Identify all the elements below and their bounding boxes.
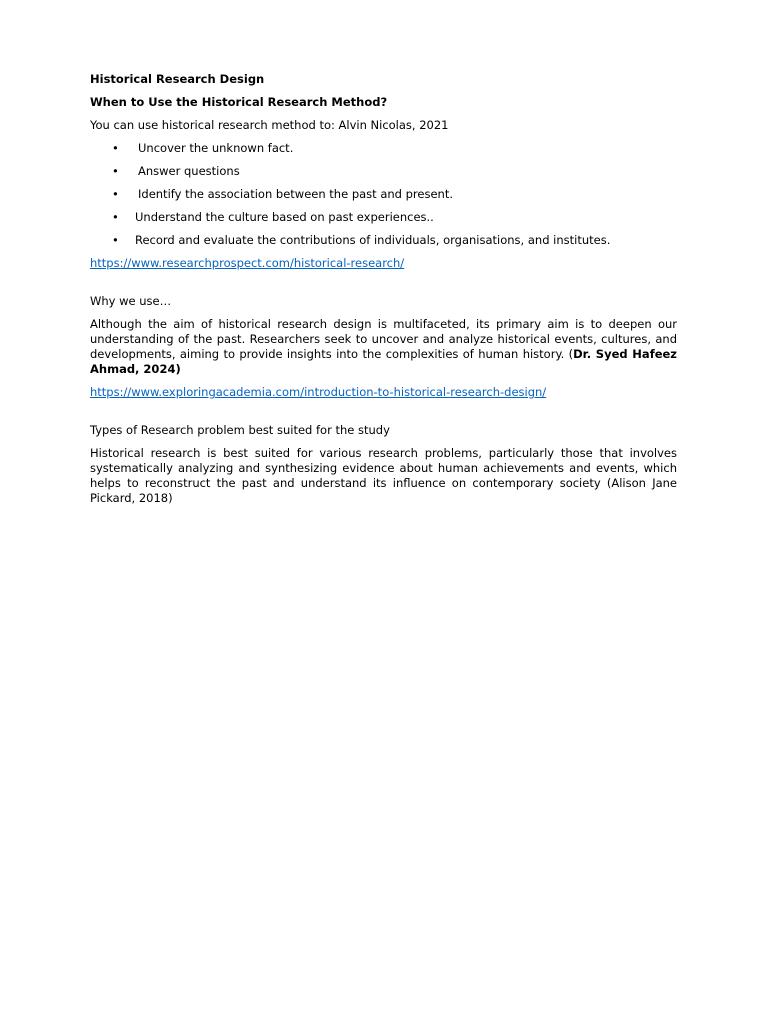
list-item-text: Uncover the unknown fact.: [138, 141, 294, 155]
bullet-icon: •: [112, 210, 119, 224]
bullet-icon: •: [112, 187, 119, 201]
list-item: [90, 210, 677, 225]
types-paragraph: Historical research is best suited for various research problems, particularly those that involves systematically analyzing and synthesizing evidence about human achievements and events, which helps to reconstruct the past and understand its influence on contemporary society (Alison Jane Pickard, 2018): [90, 446, 677, 505]
bullet-icon: •: [112, 233, 119, 247]
research-prospect-link[interactable]: https://www.researchprospect.com/historical-research/: [90, 256, 405, 270]
why-paragraph: [90, 317, 677, 377]
spacer: [90, 279, 677, 294]
list-item-text: Understand the culture based on past experiences..: [135, 210, 434, 224]
why-paragraph-text: Although the aim of historical research design is multifaceted, its primary aim is to deepen our understanding of the past. Researchers seek to uncover and analyze historical events, cultures, and developments, aiming to provide insights into the complexities of human history. (: [90, 317, 677, 361]
list-item: [90, 187, 677, 202]
document-subheading: When to Use the Historical Research Method?: [90, 95, 388, 109]
why-citation: Dr. Syed Hafeez Ahmad, 2024): [90, 347, 677, 376]
why-heading: Why we use…: [90, 294, 172, 308]
list-item-text: Identify the association between the past and present.: [138, 187, 453, 201]
list-item-text: Record and evaluate the contributions of individuals, organisations, and institutes.: [135, 233, 611, 247]
list-item: [90, 164, 677, 179]
exploring-academia-link[interactable]: https://www.exploringacademia.com/introduction-to-historical-research-design/: [90, 385, 547, 399]
bullet-icon: •: [112, 141, 119, 155]
types-heading: Types of Research problem best suited for the study: [90, 423, 390, 437]
spacer: [90, 408, 677, 423]
intro-text: You can use historical research method to: Alvin Nicolas, 2021: [90, 118, 449, 132]
list-item: [90, 141, 677, 156]
document-page: [90, 72, 677, 514]
bullet-list: [90, 141, 677, 248]
list-item: [90, 233, 677, 248]
bullet-icon: •: [112, 164, 119, 178]
document-heading: Historical Research Design: [90, 72, 265, 86]
list-item-text: Answer questions: [138, 164, 240, 178]
